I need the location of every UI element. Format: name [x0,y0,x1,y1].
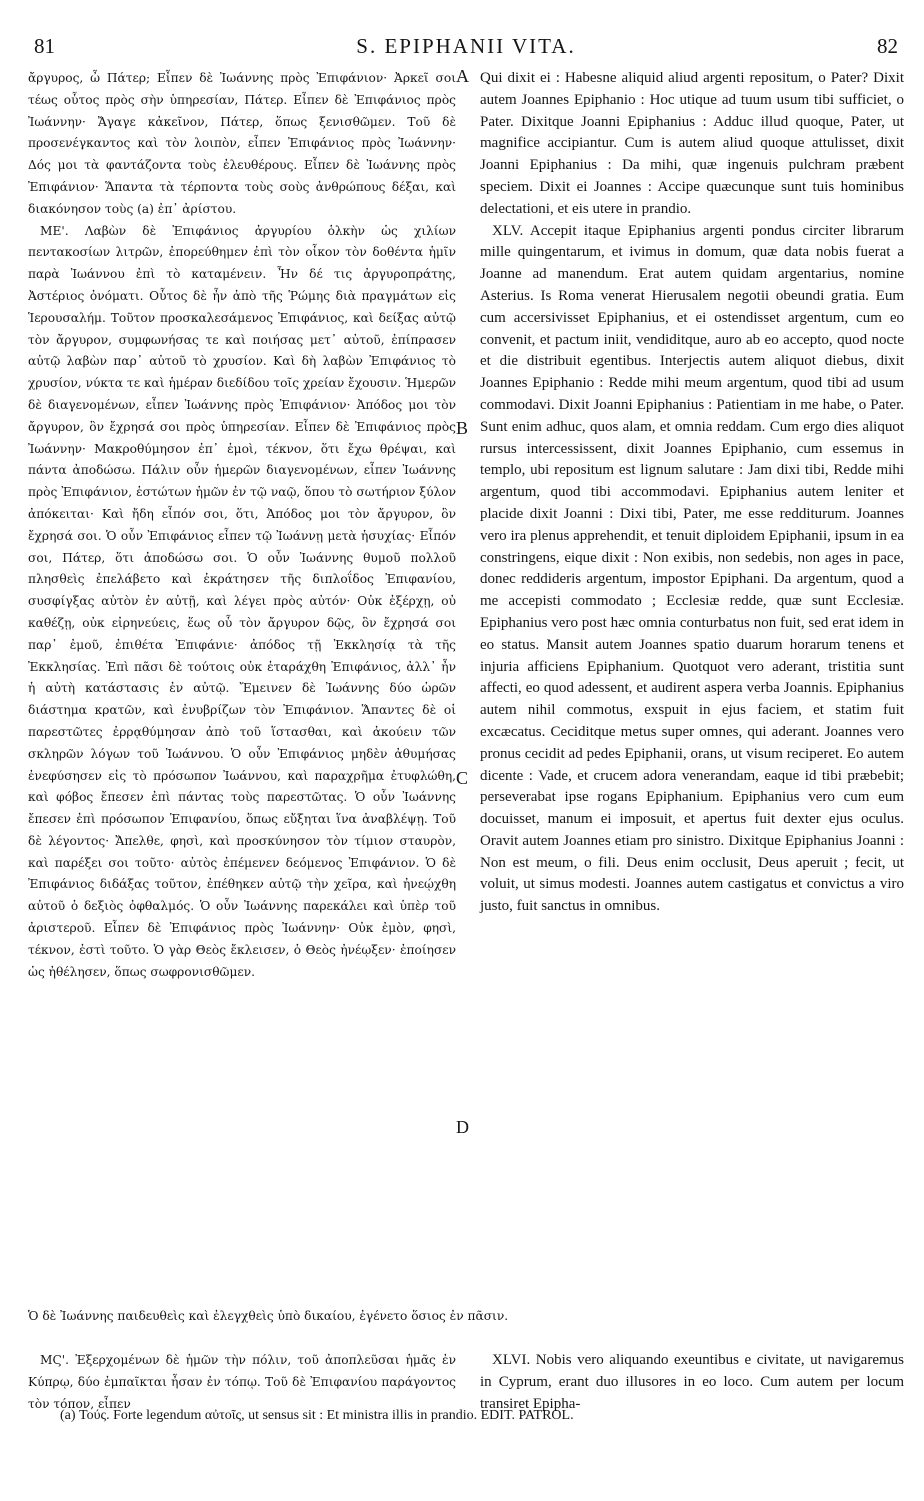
greek-closing-line: Ὁ δὲ Ἰωάννης παιδευθεὶς καὶ ἐλεγχθεὶς ὑπὸ δικαίου, ἐγένετο ὅσιος ἐν πᾶσιν. [28,1309,509,1323]
greek-paragraph-2: ΜΕ'. Λαβὼν δὲ Ἐπιφάνιος ἀργυρίου ὁλκὴν ὡς χιλίων πεντακοσίων λιτρῶν, ἐπορεύθημεν ἐπὶ τὸν οἶκον τὸν δοθέντα ἡμῖν παρὰ Ἰωάννου ἐπὶ τὸ καταμένειν. Ἦν δέ τις ἀργυροπράτης, Ἀστέριος ὀνόματι. Οὗτος δὲ ἦν ἀπὸ τῆς Ῥώμης διὰ πραγμάτων εἰς Ἱερουσαλήμ. Τοῦτον προσκαλεσάμενος Ἐπιφάνιος, καὶ δείξας αὐτῷ τὸν ἄργυρον, συμφωνήσας τε καὶ ποιήσας μετ᾽ αὐτοῦ, ἐπίπρασεν αὐτῷ λαβὼν παρ᾽ αὐτοῦ τὸ χρυσίον. Καὶ δὴ λαβὼν Ἐπιφάνιος τὸ χρυσίον, νύκτα τε καὶ ἡμέραν διεδίδου τοῖς χρείαν ἔχουσιν. Ἡμερῶν δὲ διαγενομένων, εἶπεν Ἰωάννης πρὸς Ἐπιφάνιον· Ἀπόδος μοι τὸν ἄργυρον, ὃν ἔχρησά σοι πρὸς ὑπηρεσίαν. Εἶπεν δὲ Ἐπιφάνιος πρὸς Ἰωάννην· Μακροθύμησον ἐπ᾽ ἐμοὶ, τέκνον, ὅτι ἔχω θρέψαι, καὶ πάντα ἀποδώσω. Πάλιν οὖν ἡμερῶν διαγενομένων, εἶπεν Ἰωάννης πρὸς Ἐπιφάνιον, ἑστώτων ἡμῶν ἐν τῷ ναῷ, ὅπου τὸ σωτήριον ξύλον ἀπόκειται· Καὶ ἤδη εἶπόν σοι, ὅτι, Ἀπόδος μοι τὸν ἄργυρον, ὃν ἔχρησά σοι. Ὁ οὖν Ἐπιφάνιος εἶπεν τῷ Ἰωάννῃ μετὰ ἡσυχίας· Εἶπόν σοι, Πάτερ, ὅτι ἀποδώσω σοι. Ὁ οὖν Ἰωάννης θυμοῦ πολλοῦ πλησθεὶς ἐπελάβετο καὶ ἐκράτησεν τῆς διπλοΐδος Ἐπιφανίου, συσφίγξας αὐτὸν ἐν αὐτῇ, καὶ λέγει πρὸς αὐτόν· Οὐκ ἐξέρχῃ, οὐ καθέζῃ, οὐκ εἰρηνεύεις, ἕως οὗ τὸν ἄργυρον δῷς, ὃν ἔχρησά σοι παρ᾽ ἐμοῦ, ἐπιθέτα Ἐπιφάνιε· ἀπόδος τῇ Ἐκκλησίᾳ τὰ τῆς Ἐκκλησίας. Ἐπὶ πᾶσι δὲ τούτοις οὐκ ἐταράχθη Ἐπιφάνιος, ἀλλ᾽ ἦν ἡ αὐτὴ κατάστασις ἐν αὐτῷ. Ἔμεινεν δὲ Ἰωάννης δύο ὡρῶν διάστημα κρατῶν, καὶ ἐνυβρίζων τὸν Ἐπιφάνιον. Ἅπαντες δὲ οἱ παρεστῶτες ἐρρᾳθύμησαν ἀπὸ τοῦ ἵστασθαι, καὶ ἀκούειν τῶν σκληρῶν λόγων τοῦ Ἰωάννου. Ὁ οὖν Ἐπιφάνιος μηδὲν ἀθυμήσας ἐνεφύσησεν εἰς τὸ πρόσωπον Ἰωάννου, καὶ παραχρῆμα ἐτυφλώθη, καὶ φόβος ἔπεσεν ἐπὶ πάντας τοὺς παρεστῶτας. Ὁ οὖν Ἰωάννης ἔπεσεν ἐπὶ πρόσωπον Ἐπιφανίου, ὅπως εὔξηται ἵνα ἀναβλέψῃ. Τοῦ δὲ λέγοντος· Ἄπελθε, φησὶ, καὶ προσκύνησον τὸν τίμιον σταυρὸν, καὶ παρέξει σοι τοῦτο· αὐτὸς ἐπέμενεν δεόμενος Ἐπιφάνιον. Ὁ δὲ Ἐπιφάνιος διδάξας τοῦτον, ἐπέθηκεν αὐτῷ τὴν χεῖρα, καὶ ἠνεῴχθη αὐτοῦ ὁ δεξιὸς ὀφθαλμός. Ὁ οὖν Ἰωάννης παρεκάλει καὶ ὑπὲρ τοῦ ἀριστεροῦ. Εἶπεν δὲ Ἐπιφάνιος πρὸς Ἰωάννην· Οὐκ ἐμὸν, φησὶ, τέκνον, ἐστὶ τοῦτο. Ὁ γὰρ Θεὸς ἔκλεισεν, ὁ Θεὸς ἠνέῳξεν· ἐποίησεν ὡς ἠθέλησεν, ὅπως σωφρονισθῶμεν. [28,223,456,979]
margin-marker-b: B [456,418,469,438]
greek-paragraph-1: ἄργυρος, ὦ Πάτερ; Εἶπεν δὲ Ἰωάννης πρὸς Ἐπιφάνιον· Ἀρκεῖ σοι τέως οὗτος πρὸς σὴν ὑπηρεσίαν, Πάτερ. Εἶπεν δὲ Ἐπιφάνιος πρὸς Ἰωάννην· Ἄγαγε κἀκεῖνον, Πάτερ, ὅπως ξενισθῶμεν. Τοῦ δὲ προσενέγκαντος καὶ τὸν λοιπὸν, εἶπεν Ἐπιφάνιος πρὸς Ἰωάννην· Δός μοι τὰ φαντάζοντα τοὺς ἐλευθέρους. Εἶπεν δὲ Ἰωάννης πρὸς Ἐπιφάνιον· Ἅπαντα τὰ τέρποντα τοὺς σοὺς ἀνθρώπους δέξαι, καὶ διακόνησον τοὺς (a) ἐπ᾽ ἀρίστου. [28,71,456,216]
page-number-right: 82 [877,34,898,58]
greek-column [28,68,456,983]
latin-paragraph-2: XLV. Accepit itaque Epiphanius argenti pondus circiter librarum mille quingentarum, et ivimus in domum, quæ data nobis fuerat a Joanne ad manendum. Erat autem quidam argentarius, nomine Asterius. Is Roma venerat Hierusalem negotii obeundi gratia. Eum cum accersivisset Epiphanius, et ei ostendisset argentum, cum eo convenit, et pactum iniit, vendiditque, auro ab eo accepto, quod nocte et die distribuit egentibus. Interjectis autem aliquot diebus, dixit Joannes Epiphanio : Redde mihi meum argentum, quod tibi ad usum commodavi. Dixit Joanni Epiphanius : Patientiam in me habe, o Pater. Sunt enim adhuc, quos alam, et omnia reddam. Cum ergo dies aliquot rursus intercessissent, dixit Joannes Epiphanio, cum essemus in templo, ubi repositum est lignum salutare : Jam dixi tibi, Redde mihi argentum, quod tibi accommodavi. Epiphanius autem leniter et placide dixit Joanni : Dixi tibi, Pater, me esse redditurum. Joannes vero ira plenus apprehendit, et tenuit diploidem Epiphanii, ipsum in ea constringens, eique dixit : Non exibis, non sedebis, non ages in pace, donec reddideris argentum, impostor Epiphani. Da argentum, quod a me accepisti commodato ; Ecclesiæ redde, quæ sunt Ecclesiæ. Epiphanius vero post hæc omnia conturbatus non fuit, sed erat idem in eo status. Mansit autem Joannes spatio duarum horarum tenens et injuria afficiens Epiphanium. Quotquot vero aderant, tristitia sunt affecti, eo quod adessent, et audirent aspera verba Joannis. Epiphanius autem nihil commotus, exspuit in ejus faciem, et statim fuit excæcatus. Ceciditque metus super omnes, qui aderant. Joannes vero pronus cecidit ad pedes Epiphanii, orans, ut visum reciperet. Eo autem dicente : Vade, et crucem adora venerandam, eaque id tibi præbebit; perseverabat ipse rogans Epiphanium. Epiphanius vero cum eum docuisset, manum ei imposuit, et apertus fuit dexter ejus oculus. Oravit autem Joannes etiam pro sinistro. Dixitque Epiphanius Joanni : Non est meum, o fili. Deus enim occlusit, Deus aperuit ; fecit, ut voluit, ut simus modesti. Joannes autem castigatus et convictus a viro justo, fuit sanctus in omnibus. [480,222,904,915]
page-number-left: 81 [34,34,55,58]
latin-paragraph-1: Qui dixit ei : Habesne aliquid aliud argenti repositum, o Pater? Dixit autem Joannes Epiphanio : Hoc utique ad tuum usum tibi sufficiet, o Pater. Dixitque Joanni Epiphanius : Adduc illud quoque, Pater, ut magnifice accipiantur. Cum is autem aliud quoque attulisset, dixit Joanni Epiphanius : Da mihi, quæ ingenuis pulchram præbent speciem. Dixit ei Joannes : Accipe quæcunque sunt tuis hominibus delectationi, et eis utere in prandio. [480,70,904,217]
greek-section-46-text: ΜϚ'. Ἐξερχομένων δὲ ἡμῶν τὴν πόλιν, τοῦ ἀποπλεῦσαι ἡμᾶς ἐν Κύπρῳ, δύο ἐμπαῖκται ἦσαν ἐν τόπῳ. Τοῦ δὲ Ἐπιφανίου παράγοντος τὸν τόπον, εἶπεν [28,1353,456,1411]
margin-marker-a: A [456,66,469,86]
latin-column [480,68,904,918]
footnote: (a) Τούς. Forte legendum αὐτοῖς, ut sensus sit : Et ministra illis in prandio. EDIT. PATROL. [60,1408,574,1423]
running-header [30,34,902,60]
latin-section-46-text: XLVI. Nobis vero aliquando exeuntibus e civitate, ut navigaremus in Cyprum, erant duo illusores in eo loco. Cum autem per locum transiret Epipha- [480,1352,904,1412]
latin-section-46 [480,1350,904,1415]
running-title: S. EPIPHANII VITA. [356,34,576,58]
greek-section-46 [28,1350,456,1415]
margin-marker-d: D [456,1117,469,1137]
margin-marker-c: C [456,768,469,788]
